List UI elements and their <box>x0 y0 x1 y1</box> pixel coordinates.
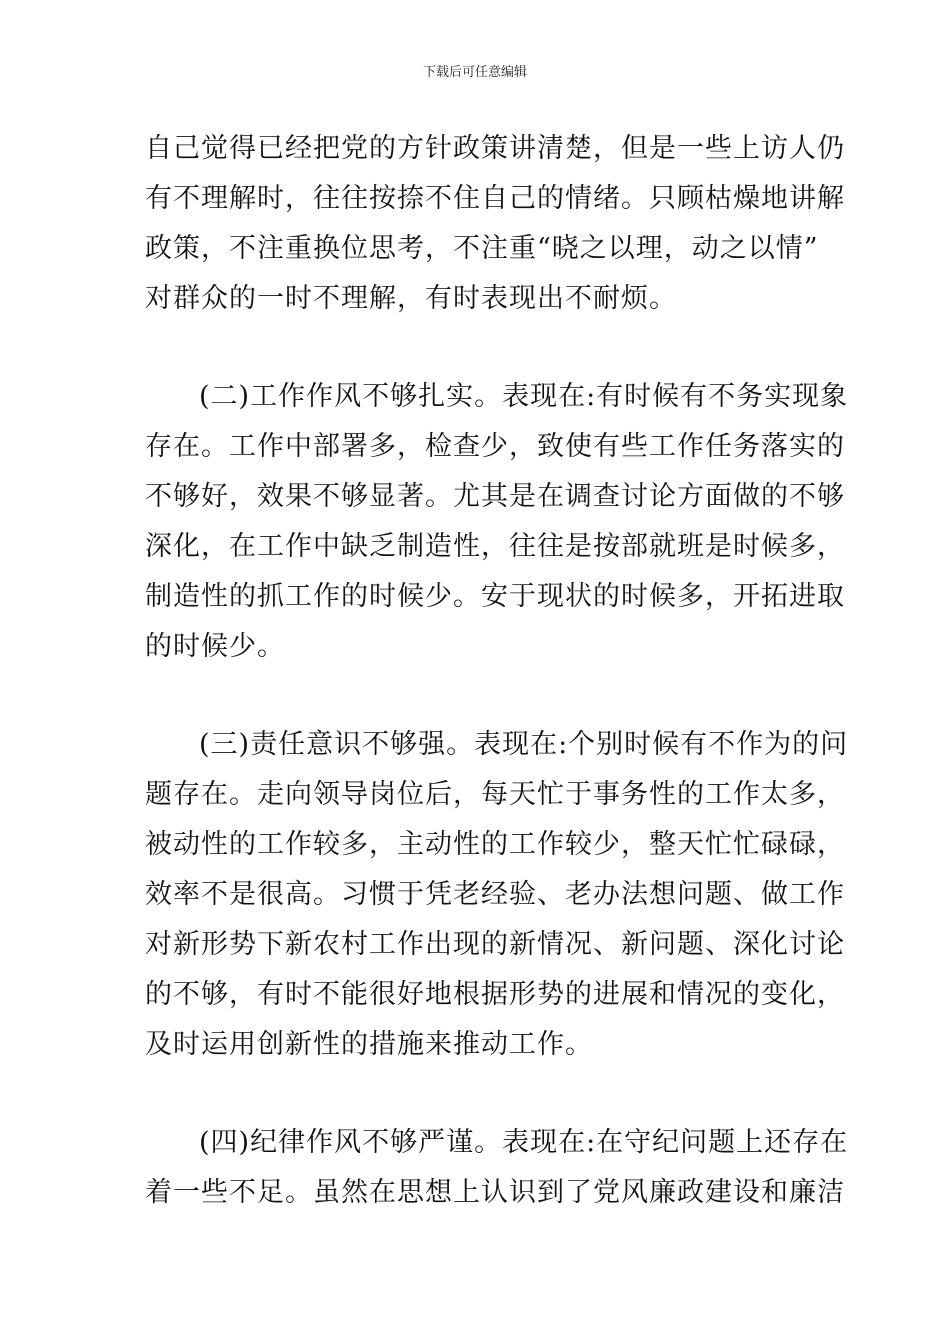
paragraph-line: 政策，不注重换位思考，不注重“晓之以理，动之以情” <box>145 233 819 264</box>
paragraph-4 <box>145 1118 849 1218</box>
paragraph-3 <box>145 720 849 1070</box>
paragraph-line: 对新形势下新农村工作出现的新情况、新问题、深化讨论 <box>145 929 845 960</box>
paragraph-line: (三)责任意识不够强。表现在:个别时候有不作为的问 <box>199 729 849 760</box>
paragraph-line: 不够好，效果不够显著。尤其是在调查讨论方面做的不够 <box>145 481 845 512</box>
paragraph-line: 及时运用创新性的措施来推动工作。 <box>145 1029 593 1060</box>
paragraph-spacer <box>145 324 810 372</box>
paragraph-line: (四)纪律作风不够严谨。表现在:在守纪问题上还存在 <box>199 1127 849 1158</box>
paragraph-line: 制造性的抓工作的时候少。安于现状的时候多，开拓进取 <box>145 581 845 612</box>
page-header: 下载后可任意编辑 <box>422 65 527 80</box>
paragraph-line: (二)工作作风不够扎实。表现在:有时候有不务实现象 <box>199 381 849 412</box>
paragraph-line: 有不理解时，往往按捺不住自己的情绪。只顾枯燥地讲解 <box>145 183 845 214</box>
paragraph-line: 效率不是很高。习惯于凭老经验、老办法想问题、做工作 <box>145 879 845 910</box>
paragraph-line: 深化，在工作中缺乏制造性，往往是按部就班是时候多， <box>145 531 845 562</box>
paragraph-spacer <box>145 672 810 720</box>
paragraph-line: 自己觉得已经把党的方针政策讲清楚，但是一些上访人仍 <box>145 133 845 164</box>
document-body <box>145 124 849 1218</box>
paragraph-line: 着一些不足。虽然在思想上认识到了党风廉政建设和廉洁 <box>145 1177 845 1208</box>
paragraph-line: 题存在。走向领导岗位后，每天忙于事务性的工作太多， <box>145 779 845 810</box>
paragraph-line: 存在。工作中部署多，检查少，致使有些工作任务落实的 <box>145 431 845 462</box>
paragraph-spacer <box>145 1070 810 1118</box>
paragraph-line: 被动性的工作较多，主动性的工作较少，整天忙忙碌碌， <box>145 829 845 860</box>
paragraph-2 <box>145 372 849 672</box>
paragraph-line: 的不够，有时不能很好地根据形势的进展和情况的变化， <box>145 979 845 1010</box>
paragraph-line: 对群众的一时不理解，有时表现出不耐烦。 <box>145 283 677 314</box>
paragraph-1 <box>145 124 845 324</box>
paragraph-line: 的时候少。 <box>145 631 285 662</box>
